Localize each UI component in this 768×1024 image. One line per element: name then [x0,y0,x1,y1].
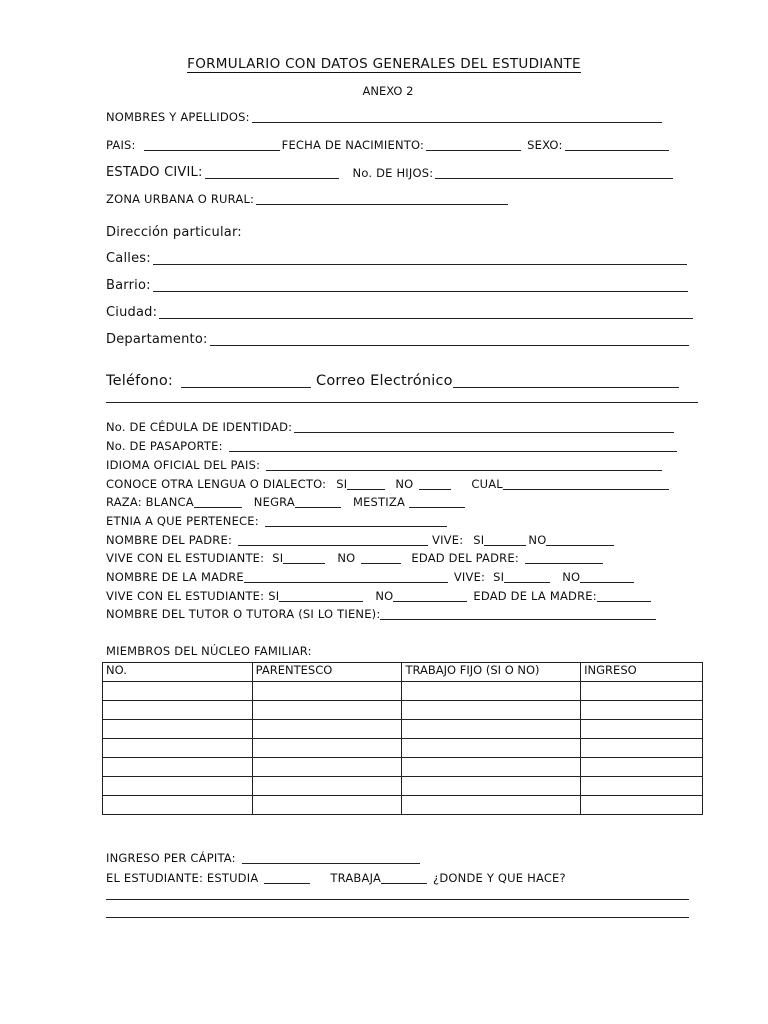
per-capita-row [106,849,422,865]
department-label: Departamento: [106,332,208,347]
mother-alive-no-field[interactable] [580,570,634,583]
birthdate-field[interactable] [426,138,521,151]
other-language-no-label: NO [395,477,414,491]
language-label: IDIOMA OFICIAL DEL PAIS: [106,458,261,472]
mother-name-label: NOMBRE DE LA MADRE [106,570,244,584]
column-header-steady-job: TRABAJO FIJO (SI O NO) [402,663,581,682]
table-cell[interactable] [252,682,402,701]
race-row [106,493,467,509]
annex-label: ANEXO 2 [362,84,414,98]
mother-lives-no-field[interactable] [393,589,467,602]
ethnicity-row [106,512,449,528]
works-field[interactable] [381,871,427,884]
answer-line-1[interactable] [106,899,689,900]
father-age-label: EDAD DEL PADRE: [411,551,519,565]
father-alive-no-label: NO [528,533,547,547]
race-mestizo-field[interactable] [409,495,465,508]
mother-lives-no-label: NO [375,589,394,603]
other-language-no-field[interactable] [419,477,451,490]
address-label: Dirección particular: [106,225,242,240]
column-header-no: NO. [103,663,253,682]
department-field[interactable] [210,333,689,346]
mother-age-field[interactable] [597,589,651,602]
city-field[interactable] [159,306,693,319]
race-black-label: NEGRA [253,495,295,509]
which-field[interactable] [503,477,669,490]
table-cell[interactable] [103,720,253,739]
table-cell[interactable] [103,777,253,796]
father-age-field[interactable] [525,551,603,564]
passport-field[interactable] [229,439,677,452]
table-cell[interactable] [103,796,253,815]
table-cell[interactable] [103,739,253,758]
children-field[interactable] [435,166,673,179]
table-cell[interactable] [252,701,402,720]
zone-row [106,190,510,206]
table-cell[interactable] [252,777,402,796]
table-cell[interactable] [252,720,402,739]
father-alive-no-field[interactable] [546,533,614,546]
ethnicity-label: ETNIA A QUE PERTENECE: [106,514,259,528]
tutor-label: NOMBRE DEL TUTOR O TUTORA (SI LO TIENE): [106,607,381,621]
zone-label: ZONA URBANA O RURAL: [106,192,255,206]
table-cell[interactable] [252,739,402,758]
works-label: TRABAJA [330,871,382,885]
mother-alive-no-label: NO [562,570,581,584]
column-header-relationship: PARENTESCO [252,663,402,682]
race-white-label: RAZA: BLANCA [106,495,194,509]
studies-label: EL ESTUDIANTE: ESTUDIA [106,871,259,885]
father-lives-no-field[interactable] [361,551,401,564]
table-cell[interactable] [103,758,253,777]
table-cell[interactable] [581,739,703,758]
table-cell[interactable] [581,758,703,777]
table-cell[interactable] [402,701,581,720]
father-alive-si-label: SI [473,533,485,547]
table-cell[interactable] [252,758,402,777]
form-title: FORMULARIO CON DATOS GENERALES DEL ESTUDIANTE [187,56,581,72]
table-cell[interactable] [581,796,703,815]
phone-row [106,373,681,389]
which-label: CUAL [471,477,503,491]
father-row [106,531,616,547]
table-row [103,758,703,777]
id-field[interactable] [294,420,674,433]
id-label: No. DE CÉDULA DE IDENTIDAD: [106,420,293,434]
children-label: No. DE HIJOS: [352,166,434,180]
race-mestizo-label: MESTIZA [352,495,406,509]
names-field[interactable] [252,110,662,123]
civil-status-row [106,164,675,180]
phone-label: Teléfono: [106,373,173,389]
passport-row [106,437,679,453]
mother-lives-with-row [106,587,653,603]
table-row [103,682,703,701]
civil-status-label: ESTADO CIVIL: [106,165,203,180]
separator-line [106,402,698,403]
neighborhood-row [106,277,690,293]
email-field[interactable] [453,375,679,388]
language-field[interactable] [266,458,662,471]
family-table-header [103,663,703,682]
mother-age-label: EDAD DE LA MADRE: [473,589,597,603]
country-field[interactable] [144,138,280,151]
address-heading [106,224,242,240]
table-cell[interactable] [581,701,703,720]
father-lives-no-label: NO [337,551,356,565]
sex-label: SEXO: [527,138,563,152]
per-capita-field[interactable] [242,851,420,864]
table-cell[interactable] [103,682,253,701]
table-row [103,720,703,739]
per-capita-label: INGRESO PER CÁPITA: [106,851,236,865]
answer-line-2[interactable] [106,917,689,918]
table-row [103,796,703,815]
names-label: NOMBRES Y APELLIDOS: [106,110,250,124]
table-cell[interactable] [581,720,703,739]
father-name-label: NOMBRE DEL PADRE: [106,533,233,547]
race-white-field[interactable] [194,495,242,508]
table-row [103,701,703,720]
table-cell[interactable] [103,701,253,720]
mother-alive-si-field[interactable] [504,570,550,583]
table-cell[interactable] [252,796,402,815]
streets-row [106,250,689,266]
father-lives-with-row [106,549,605,565]
mother-lives-si-field[interactable] [279,589,363,602]
table-cell[interactable] [402,777,581,796]
other-language-row [106,475,671,491]
civil-status-field[interactable] [205,166,339,179]
city-row [106,304,695,320]
other-language-si-label: SI [336,477,348,491]
mother-alive-si-label: SI [493,570,505,584]
table-cell[interactable] [402,796,581,815]
table-cell[interactable] [402,758,581,777]
table-cell[interactable] [581,682,703,701]
country-label: PAIS: [106,138,136,152]
where-label: ¿DONDE Y QUE HACE? [433,871,566,885]
race-black-field[interactable] [295,495,341,508]
father-lives-si-field[interactable] [283,551,325,564]
birthdate-label: FECHA DE NACIMIENTO: [281,138,425,152]
father-alive-si-field[interactable] [484,533,526,546]
other-language-label: CONOCE OTRA LENGUA O DIALECTO: [106,477,327,491]
studies-field[interactable] [264,871,310,884]
father-name-field[interactable] [238,533,428,546]
neighborhood-label: Barrio: [106,278,151,293]
father-alive-label: VIVE: [432,533,464,547]
ethnicity-field[interactable] [265,514,447,527]
country-row [106,136,671,152]
neighborhood-field[interactable] [153,279,688,292]
table-cell[interactable] [581,777,703,796]
sex-field[interactable] [565,138,669,151]
father-lives-si-label: SI [272,551,284,565]
mother-lives-si-label: SI [268,589,280,603]
zone-field[interactable] [256,192,508,205]
city-label: Ciudad: [106,305,158,320]
family-table [102,662,703,815]
mother-alive-label: VIVE: [453,570,486,584]
other-language-si-field[interactable] [347,477,385,490]
streets-label: Calles: [106,251,151,266]
mother-lives-with-label: VIVE CON EL ESTUDIANTE: [106,589,265,603]
email-label: Correo Electrónico [316,373,453,389]
id-row [106,418,676,434]
table-row [103,777,703,796]
tutor-field[interactable] [380,607,656,620]
student-activity-row [106,869,566,885]
father-lives-with-label: VIVE CON EL ESTUDIANTE: [106,551,265,565]
table-row [103,739,703,758]
mother-name-field[interactable] [244,570,448,583]
family-heading [106,642,312,658]
table-cell[interactable] [402,682,581,701]
column-header-income: INGRESO [581,663,703,682]
table-cell[interactable] [402,720,581,739]
family-heading-label: MIEMBROS DEL NÚCLEO FAMILIAR: [106,644,312,658]
phone-field[interactable] [181,375,311,388]
table-cell[interactable] [402,739,581,758]
names-row [106,108,664,124]
department-row [106,331,691,347]
language-row [106,456,664,472]
tutor-row [106,605,658,621]
passport-label: No. DE PASAPORTE: [106,439,223,453]
mother-row [106,568,636,584]
streets-field[interactable] [153,252,687,265]
